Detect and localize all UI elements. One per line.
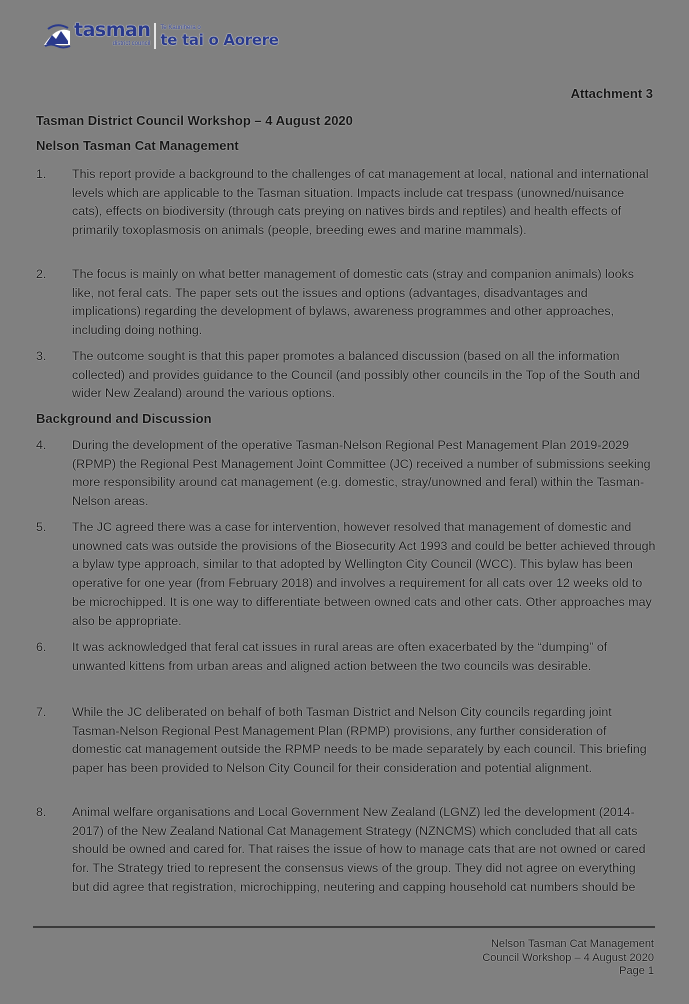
paragraph-text: During the development of the operative Tasman-Nelson Regional Pest Management Plan 2019-2029 (RPMP) the Regional Pest Management Joint Committee (JC) received a number of submissions seeking more responsibility around cat management (e.g. domestic, stray/unowned and feral) within the Tasman-Nelson areas.	[72, 438, 651, 509]
paragraph-7	[36, 703, 656, 778]
paragraph-3	[36, 347, 656, 403]
document-subtitle: Nelson Tasman Cat Management	[36, 138, 239, 153]
paragraph-number: 1.	[36, 167, 47, 181]
section-heading-background: Background and Discussion	[36, 411, 212, 426]
logo-name: tasman	[74, 19, 151, 41]
paragraph-8	[36, 803, 656, 897]
logo-subtitle: district council	[112, 41, 151, 47]
footer-page-number: Page 1	[619, 965, 654, 977]
logo-maori	[160, 20, 278, 48]
paragraph-number: 5.	[36, 520, 47, 534]
attachment-label: Attachment 3	[570, 86, 653, 101]
paragraph-5	[36, 518, 656, 630]
paragraph-number: 4.	[36, 438, 47, 452]
paragraph-text: The outcome sought is that this paper promotes a balanced discussion (based on all the information collected) and provides guidance to the Council (and possibly other councils in the Top of the South and wider New Zealand) around the various options.	[72, 349, 641, 401]
logo-tasman	[74, 20, 150, 48]
paragraph-number: 6.	[36, 640, 47, 654]
paragraph-number: 7.	[36, 705, 47, 719]
paragraph-2	[36, 265, 656, 340]
paragraph-text: Animal welfare organisations and Local Government New Zealand (LGNZ) led the development (2014-2017) of the New Zealand National Cat Management Strategy (NZNCMS) which concluded that all cats should be owned and cared for. That raises the issue of how to manage cats that are not owned or cared for. The Strategy tried to represent the consensus views of the group. They did not agree on everything but did agree that registration, microchipping, neutering and capping household cat numbers should be	[72, 805, 646, 894]
logo-maori-small: Te Kaunihera o	[160, 25, 201, 31]
paragraph-number: 2.	[36, 267, 47, 281]
paragraph-number: 3.	[36, 349, 47, 363]
paragraph-6	[36, 638, 656, 675]
paragraph-text: The focus is mainly on what better management of domestic cats (stray and companion animals) looks like, not feral cats. The paper sets out the issues and options (advantages, disadvantages and implications) regarding the development of bylaws, awareness programmes and other approaches, including doing nothing.	[72, 267, 634, 338]
paragraph-1	[36, 165, 656, 240]
footer-divider	[33, 926, 655, 928]
logo-divider	[154, 23, 156, 49]
footer-meeting: Council Workshop – 4 August 2020	[482, 951, 654, 964]
page-footer	[482, 938, 654, 979]
paragraph-number: 8.	[36, 805, 47, 819]
paragraph-text: It was acknowledged that feral cat issues in rural areas are often exacerbated by the “dumping” of unwanted kittens from urban areas and aligned action between the two councils was desirable.	[72, 640, 608, 673]
paragraph-text: The JC agreed there was a case for intervention, however resolved that management of domestic and unowned cats was outside the provisions of the Biosecurity Act 1993 and could be better achieved through a bylaw type approach, similar to that adopted by Wellington City Council (WCC). This bylaw has been operative for one year (from February 2018) and involves a requirement for all cats over 12 weeks old to be microchipped. It is one way to differentiate between owned cats and other cats. Other approaches may also be appropriate.	[72, 520, 656, 628]
document-title: Tasman District Council Workshop – 4 August 2020	[36, 113, 353, 128]
logo-maori-name: te tai o Aorere	[160, 31, 279, 49]
mountain-sea-icon	[42, 23, 72, 49]
paragraph-text: While the JC deliberated on behalf of both Tasman District and Nelson City councils regarding joint Tasman-Nelson Regional Pest Management Plan (RPMP) provisions, any further consideration of domestic cat management outside the RPMP needs to be made separately by each council. This briefing paper has been provided to Nelson City Council for their consideration and potential alignment.	[72, 705, 647, 776]
footer-document-name: Nelson Tasman Cat Management	[490, 938, 654, 950]
paragraph-text: This report provide a background to the challenges of cat management at local, national and international levels which are applicable to the Tasman situation. Impacts include cat trespass (unowned/nuisance cats), effects on biodiversity (through cats preying on natives birds and reptiles) and health effects of primarily toxoplasmosis on animals (people, breeding ewes and marine mammals).	[72, 167, 649, 238]
council-logo	[42, 20, 279, 54]
paragraph-4	[36, 436, 656, 511]
